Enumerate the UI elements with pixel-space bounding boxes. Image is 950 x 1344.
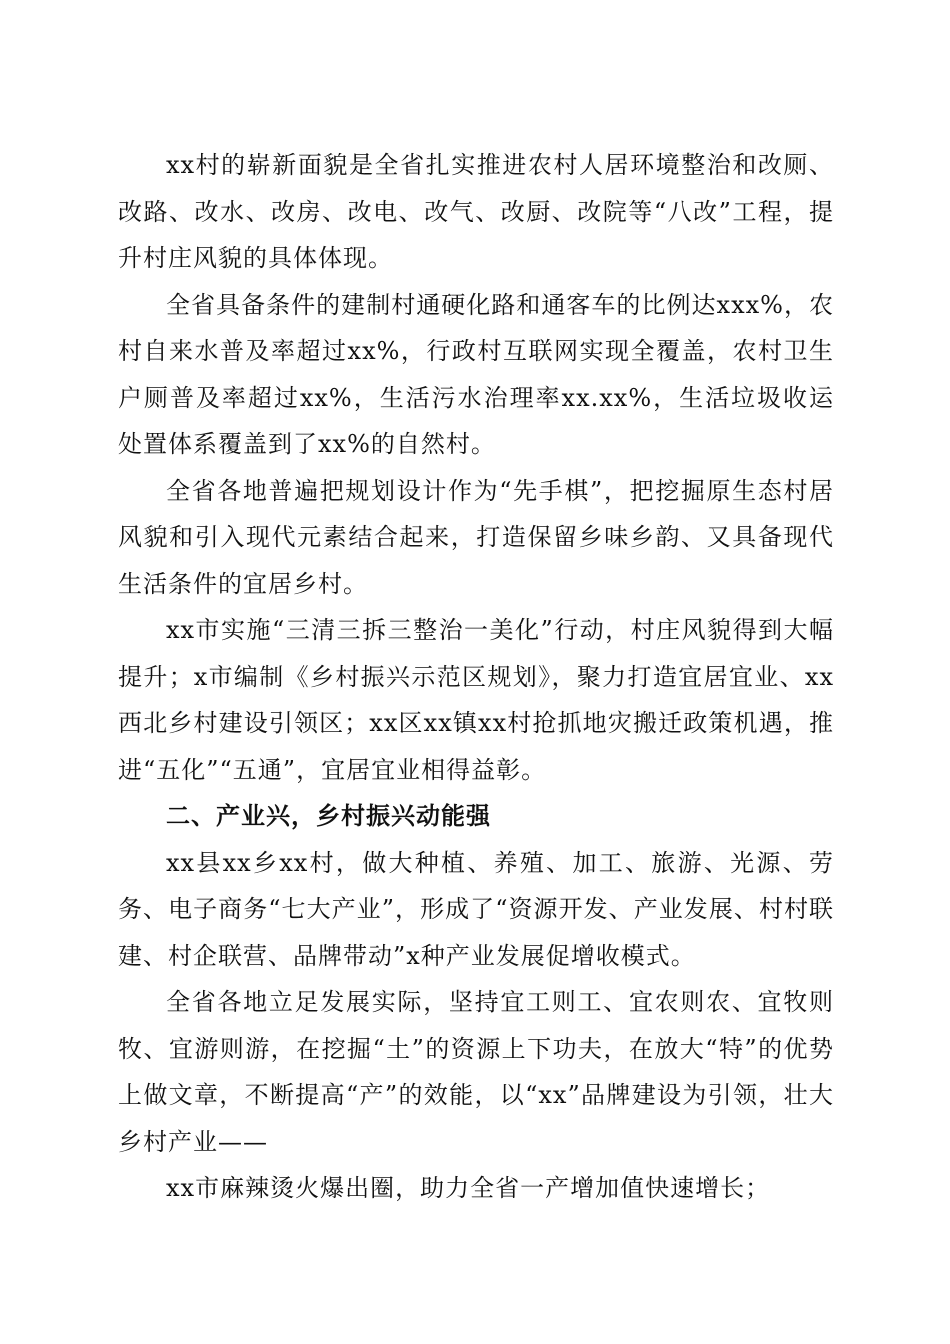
document-body <box>118 142 834 1212</box>
paragraph-local-development: 全省各地立足发展实际，坚持宜工则工、宜农则农、宜牧则牧、宜游则游，在挖掘“土”的资源上下功夫，在放大“特”的优势上做文章，不断提高“产”的效能，以“xx”品牌建设为引领，壮大乡村产业—— <box>118 988 834 1156</box>
paragraph-seven-industries: xx县xx乡xx村，做大种植、养殖、加工、旅游、光源、劳务、电子商务“七大产业”，形成了“资源开发、产业发展、村村联建、村企联营、品牌带动”x种产业发展促增收模式。 <box>118 848 834 970</box>
paragraph-infrastructure-stats: 全省具备条件的建制村通硬化路和通客车的比例达xxx%，农村自来水普及率超过xx%，行政村互联网实现全覆盖，农村卫生户厕普及率超过xx%，生活污水治理率xx.xx%，生活垃圾收运处置体系覆盖到了xx%的自然村。 <box>118 290 834 458</box>
paragraph-planning-design: 全省各地普遍把规划设计作为“先手棋”，把挖掘原生态村居风貌和引入现代元素结合起来，打造保留乡味乡韵、又具备现代生活条件的宜居乡村。 <box>118 476 834 598</box>
paragraph-malatang: xx市麻辣烫火爆出圈，助力全省一产增加值快速增长； <box>166 1174 771 1202</box>
paragraph-city-actions: xx市实施“三清三拆三整治一美化”行动，村庄风貌得到大幅提升；x市编制《乡村振兴示范区规划》，聚力打造宜居宜业、xx西北乡村建设引领区；xx区xx镇xx村抢抓地灾搬迁政策机遇，推进“五化”“五通”，宜居宜业相得益彰。 <box>118 616 834 784</box>
paragraph-village-appearance: xx村的崭新面貌是全省扎实推进农村人居环境整治和改厕、改路、改水、改房、改电、改气、改厨、改院等“八改”工程，提升村庄风貌的具体体现。 <box>118 151 834 272</box>
section-heading-industry: 二、产业兴，乡村振兴动能强 <box>166 802 491 830</box>
